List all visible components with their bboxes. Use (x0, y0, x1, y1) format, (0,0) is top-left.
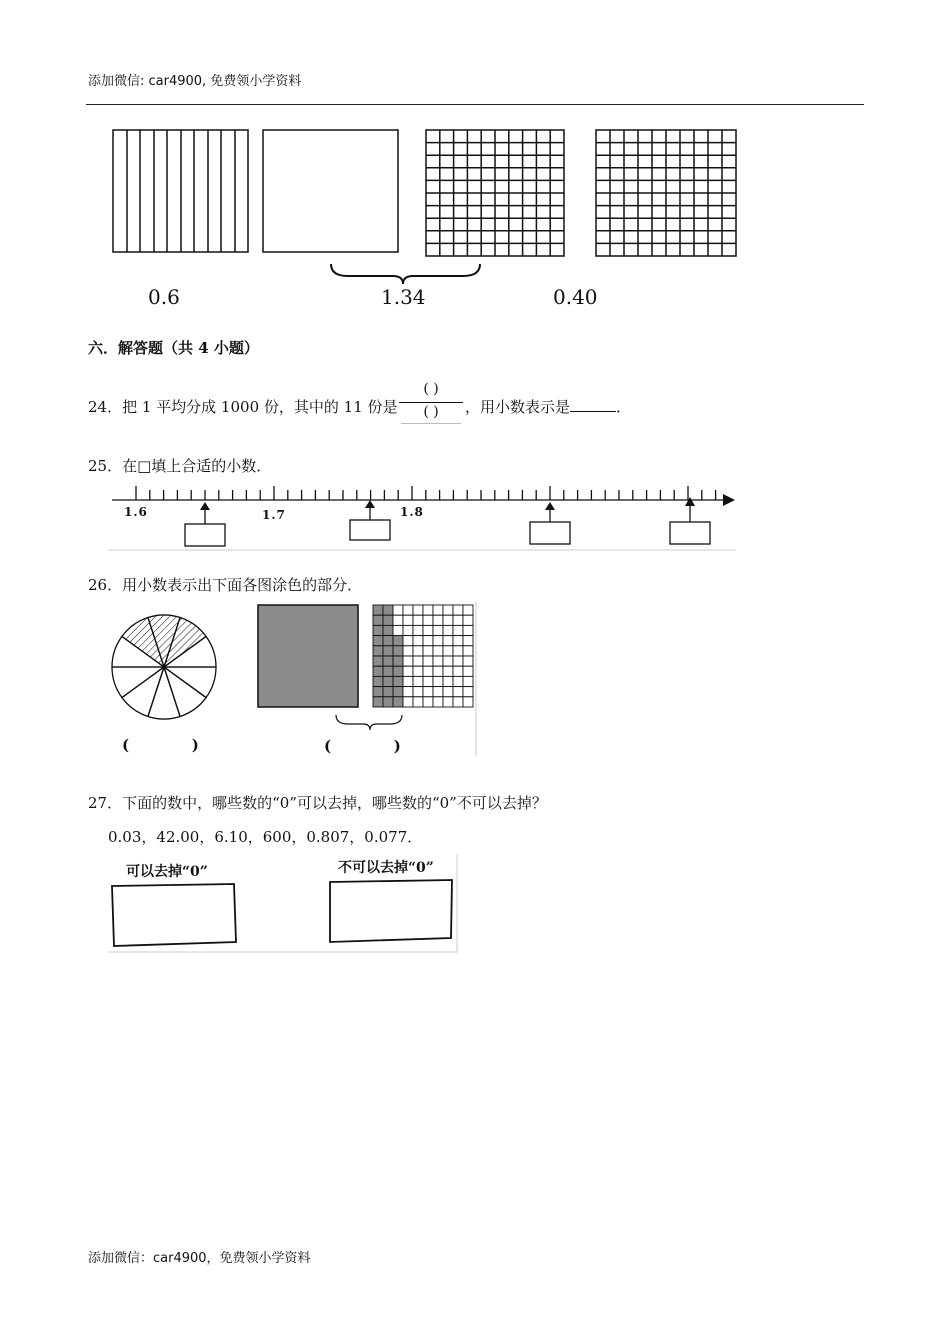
grid-cell (403, 676, 413, 686)
grid-cell (453, 636, 463, 646)
tick-label-1-7: 1.7 (262, 508, 286, 522)
sector (122, 667, 164, 716)
grid-cell (433, 676, 443, 686)
grid-cell (403, 697, 413, 707)
shaded-cell (373, 656, 383, 666)
grid-cell (433, 605, 443, 615)
answer-paren-2: ( ) (324, 737, 401, 755)
shaded-cell (383, 646, 393, 656)
q24-suffix-text: ，用小数表示是 (465, 398, 571, 416)
grid-cell (453, 615, 463, 625)
page-header: 添加微信: car4900, 免费领小学资料 (88, 74, 302, 89)
answer-paren-1: ( ) (122, 736, 199, 754)
grid-cell (453, 687, 463, 697)
shaded-cell (393, 646, 403, 656)
fraction-underline (401, 423, 461, 424)
shaded-cell (383, 656, 393, 666)
arrow-3 (545, 502, 555, 510)
grid-cell (443, 676, 453, 686)
grid-cell (413, 615, 423, 625)
grid-cell (443, 666, 453, 676)
section-title: 六．解答题（共 4 小题） (88, 339, 259, 357)
shaded-cell (393, 697, 403, 707)
shaded-cell (373, 687, 383, 697)
grid-cell (463, 666, 473, 676)
grid-cell (403, 666, 413, 676)
axis-arrowhead (723, 494, 735, 506)
answer-box-1 (185, 524, 225, 546)
grid-cell (433, 656, 443, 666)
grid-cell (413, 666, 423, 676)
box1 (112, 884, 236, 946)
grid-cell (443, 615, 453, 625)
grid-cell (453, 656, 463, 666)
grid-cell (413, 676, 423, 686)
grid-model-1 (426, 130, 564, 256)
arrow-1 (200, 502, 210, 510)
answer-blank (570, 397, 616, 412)
grid-cell (463, 656, 473, 666)
q25-text: 25．在□填上合适的小数． (88, 457, 272, 475)
grid-cell (423, 625, 433, 635)
shaded-cell (383, 666, 393, 676)
number-line-figure (108, 480, 738, 552)
q24-suffix (465, 396, 631, 417)
box1-label: 可以去掉“0” (126, 864, 208, 880)
grid-cell (443, 605, 453, 615)
grid-cell (413, 697, 423, 707)
grid-cell (433, 697, 443, 707)
grid-cell (393, 605, 403, 615)
grid-cell (433, 687, 443, 697)
decimal-models-figure (108, 124, 744, 312)
grid-cell (443, 656, 453, 666)
grid-cell (413, 687, 423, 697)
grid-cell (413, 636, 423, 646)
label-0-40: 0.40 (553, 285, 598, 309)
grid-cell (433, 636, 443, 646)
shaded-cell (373, 646, 383, 656)
shaded-cell (393, 636, 403, 646)
q27-text: 27．下面的数中，哪些数的“0”可以去掉，哪些数的“0”不可以去掉？ (88, 794, 547, 812)
answer-box-3 (530, 522, 570, 544)
shaded-whole-square (258, 605, 358, 707)
q27-numbers: 0.03，42.00，6.10，600，0.807，0.077． (108, 828, 423, 846)
grid-cell (393, 625, 403, 635)
grid-cell (463, 697, 473, 707)
classify-boxes (108, 852, 460, 954)
grid-cell (423, 636, 433, 646)
grid-cell (433, 646, 443, 656)
grid-cell (443, 646, 453, 656)
page-footer: 添加微信：car4900，免费领小学资料 (88, 1251, 311, 1266)
grid-cell (463, 676, 473, 686)
shaded-cell (383, 697, 393, 707)
shaded-cell (373, 636, 383, 646)
q26-text: 26．用小数表示出下面各图涂色的部分． (88, 576, 363, 594)
shaded-cell (393, 687, 403, 697)
header-divider (86, 104, 864, 105)
shaded-cell (373, 615, 383, 625)
grid-cell (403, 605, 413, 615)
label-0-6: 0.6 (148, 285, 180, 309)
grid-cell (413, 605, 423, 615)
shaded-cell (373, 605, 383, 615)
box2 (330, 880, 452, 942)
grid-cell (433, 666, 443, 676)
shaded-cell (383, 605, 393, 615)
grid-cell (393, 615, 403, 625)
hundred-grid (373, 605, 473, 707)
grid-cell (423, 676, 433, 686)
strip-model (113, 130, 248, 252)
grid-cell (453, 676, 463, 686)
grid-model-2 (596, 130, 736, 256)
grid-cell (453, 666, 463, 676)
grid-cell (463, 636, 473, 646)
shaded-cell (373, 697, 383, 707)
shaded-cell (373, 625, 383, 635)
grid-cell (403, 687, 413, 697)
grid-cell (413, 625, 423, 635)
grid-cell (423, 615, 433, 625)
grid-cell (453, 697, 463, 707)
grid-cell (423, 697, 433, 707)
brace-2 (336, 715, 402, 730)
q24-prefix: 24．把 1 平均分成 1000 份，其中的 11 份是 (88, 398, 398, 416)
grid-cell (403, 646, 413, 656)
grid-cell (413, 646, 423, 656)
grid-cell (433, 615, 443, 625)
answer-box-2 (350, 520, 390, 540)
shaded-cell (383, 615, 393, 625)
grid-cell (423, 646, 433, 656)
grid-cell (443, 687, 453, 697)
shaded-cell (383, 676, 393, 686)
q24-fraction (399, 381, 463, 425)
box2-label: 不可以去掉“0” (338, 860, 434, 876)
grid-cell (463, 605, 473, 615)
label-1-34: 1.34 (381, 285, 426, 309)
shaded-cell (383, 687, 393, 697)
grid-cell (413, 656, 423, 666)
shaded-cell (373, 666, 383, 676)
shaded-cell (373, 676, 383, 686)
shaded-cell (383, 636, 393, 646)
q24-end: ． (616, 398, 632, 416)
shaded-figures (108, 600, 480, 758)
sector (164, 667, 206, 716)
grid-cell (403, 615, 413, 625)
grid-cell (463, 687, 473, 697)
fraction-denominator: ( ) (423, 404, 439, 420)
grid-cell (423, 687, 433, 697)
shaded-cell (393, 656, 403, 666)
arrow-2 (365, 500, 375, 508)
grid-cell (423, 656, 433, 666)
arrow-4 (685, 497, 695, 506)
grid-cell (423, 666, 433, 676)
answer-box-4 (670, 522, 710, 544)
tick-label-1-8: 1.8 (400, 505, 424, 519)
shaded-cell (393, 676, 403, 686)
grid-cell (453, 625, 463, 635)
shaded-cell (393, 666, 403, 676)
grid-cell (453, 605, 463, 615)
circle-model (112, 615, 216, 719)
fraction-bar (399, 402, 463, 403)
shaded-cell (383, 625, 393, 635)
fraction-numerator: ( ) (423, 381, 439, 397)
grid-cell (403, 656, 413, 666)
grid-cell (433, 625, 443, 635)
grid-cell (403, 625, 413, 635)
grid-cell (423, 605, 433, 615)
brace (331, 264, 480, 284)
grid-cell (463, 615, 473, 625)
grid-cell (463, 646, 473, 656)
tick-label-1-6: 1.6 (124, 505, 148, 519)
grid-cell (403, 636, 413, 646)
whole-square (263, 130, 398, 252)
grid-cell (443, 697, 453, 707)
grid-cell (443, 625, 453, 635)
grid-cell (463, 625, 473, 635)
number-line (112, 486, 726, 500)
grid-cell (443, 636, 453, 646)
grid-cell (453, 646, 463, 656)
